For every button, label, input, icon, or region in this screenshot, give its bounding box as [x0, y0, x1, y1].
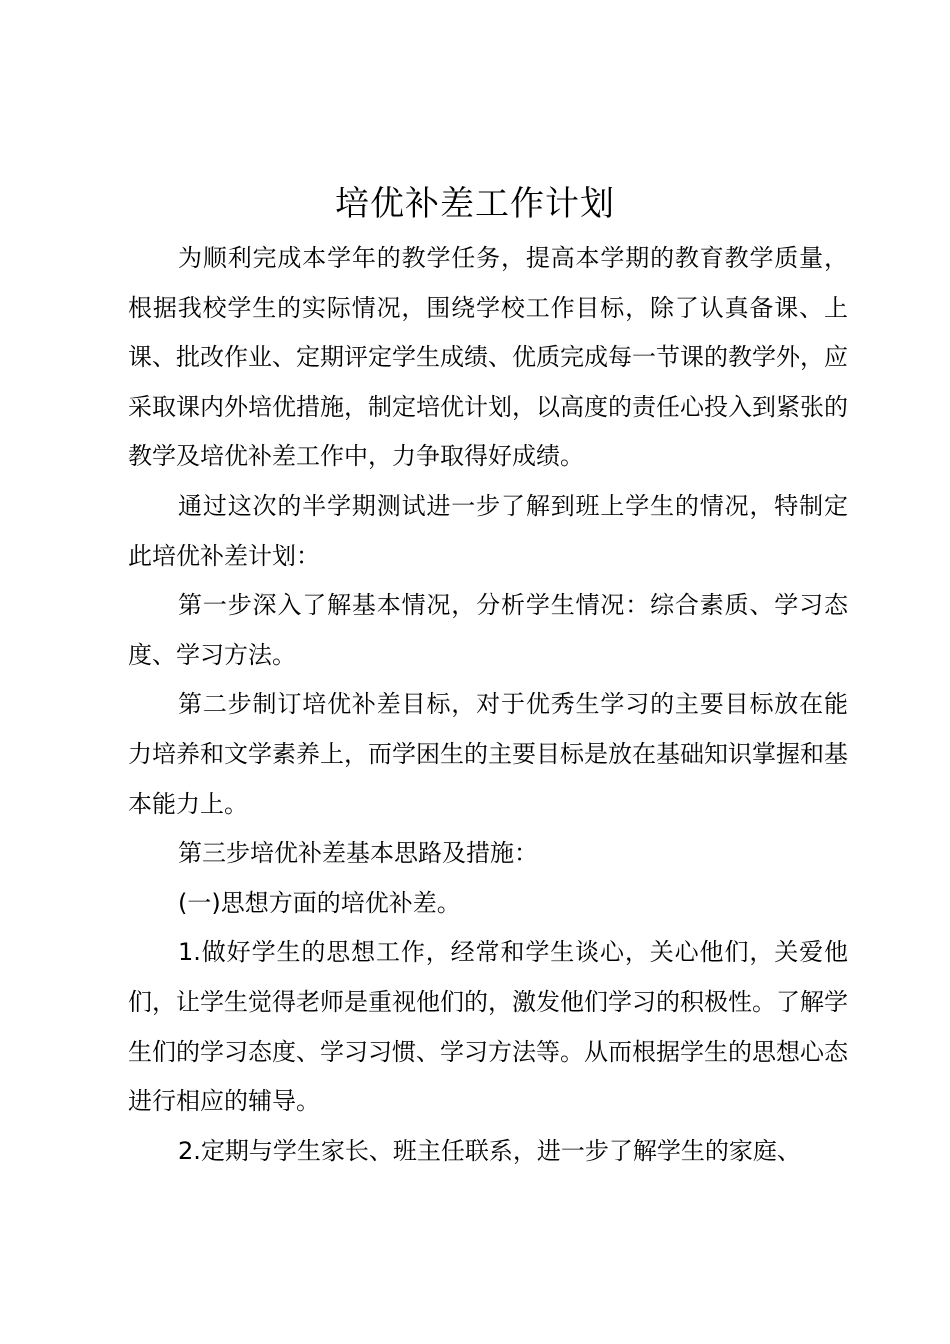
paragraph-item-two: 2.定期与学生家长、班主任联系，进一步了解学生的家庭、 [178, 1136, 801, 1165]
paragraph-step-one: 第一步深入了解基本情况，分析学生情况：综合素质、学习态度、学习方法。 [128, 591, 848, 669]
document-body [128, 234, 848, 1176]
paragraph-step-two: 第二步制订培优补差目标，对于优秀生学习的主要目标放在能力培养和文学素养上，而学困生的主要目标是放在基础知识掌握和基本能力上。 [128, 690, 848, 818]
paragraph-section-heading: (一)思想方面的培优补差。 [178, 888, 461, 917]
document-title: 培优补差工作计划 [335, 184, 615, 224]
paragraph-item-one: 1.做好学生的思想工作，经常和学生谈心，关心他们，关爱他们，让学生觉得老师是重视他们的，激发他们学习的积极性。了解学生们的学习态度、学习习惯、学习方法等。从而根据学生的思想心态进行相应的辅导。 [128, 938, 848, 1116]
paragraph-purpose: 通过这次的半学期测试进一步了解到班上学生的情况，特制定此培优补差计划： [128, 491, 848, 570]
paragraph-intro: 为顺利完成本学年的教学任务，提高本学期的教育教学质量，根据我校学生的实际情况，围绕学校工作目标，除了认真备课、上课、批改作业、定期评定学生成绩、优质完成每一节课的教学外，应采取课内外培优措施，制定培优计划，以高度的责任心投入到紧张的教学及培优补差工作中，力争取得好成绩。 [128, 244, 848, 471]
paragraph-step-three: 第三步培优补差基本思路及措施： [178, 839, 538, 868]
